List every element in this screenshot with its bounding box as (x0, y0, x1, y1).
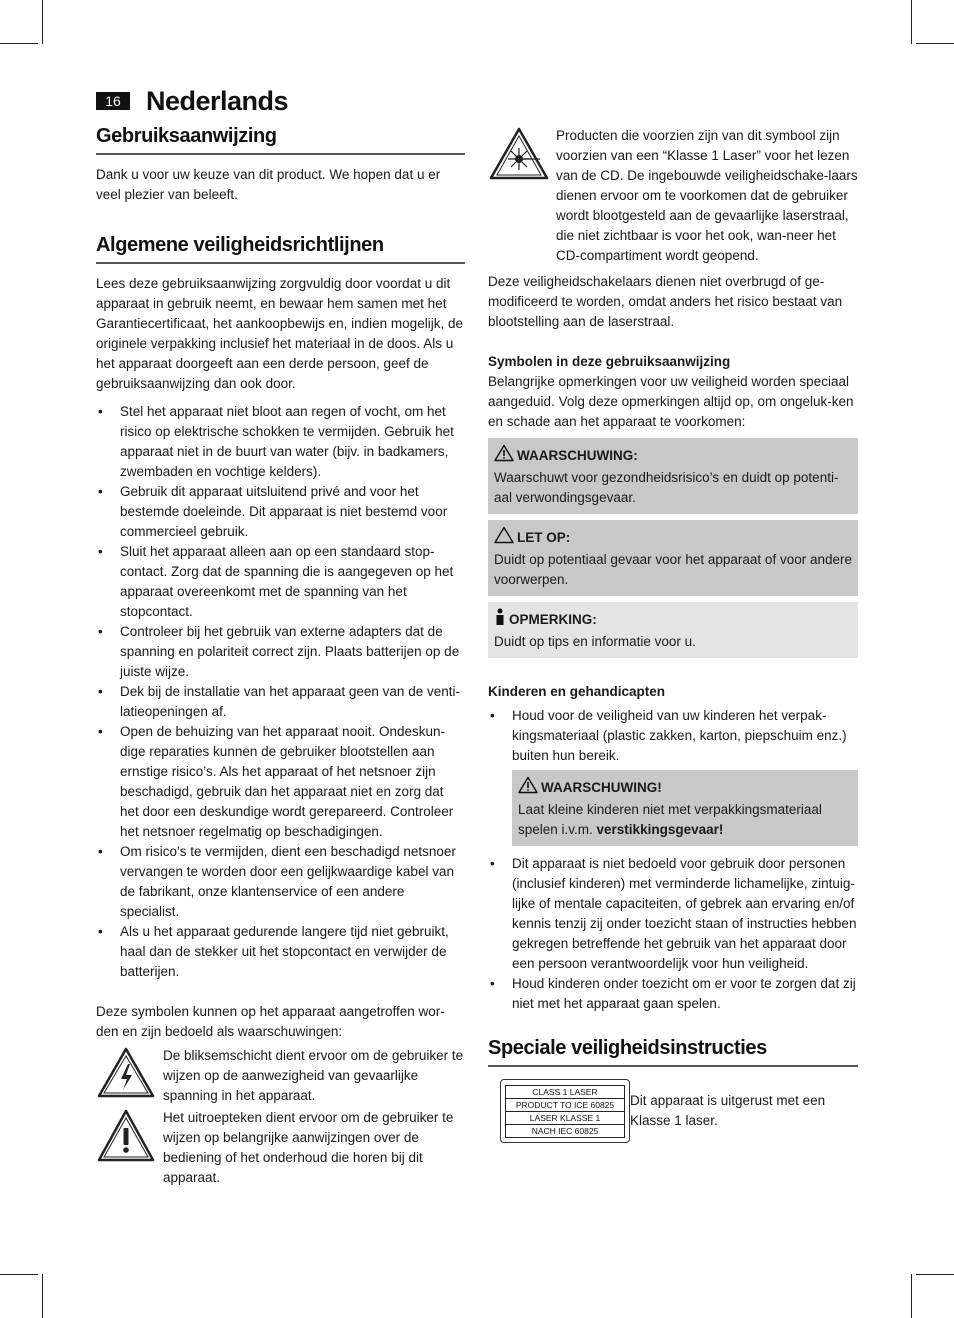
children-list-1 (488, 706, 858, 766)
warning-box-header (494, 444, 852, 468)
warning-triangle-icon (518, 776, 538, 800)
laser-label-wrapper (488, 1079, 630, 1143)
info-icon (494, 608, 506, 632)
list-item: • Sluit het apparaat alleen aan op een standaard stop-contact. Zorg dat de spanning die is aangegeven op het apparaat overeenkomt met de spanning van het stopcontact. (96, 542, 465, 622)
crop-mark (916, 1274, 954, 1275)
laser-class-label (500, 1079, 630, 1143)
list-item: • Dit apparaat is niet bedoeld voor gebruik door personen (inclusief kinderen) met verminderde lichamelijke, zintuig-lijke of mentale capaciteiten, of gebrek aan ervaring en/of kennis tenzij zij onder toezicht staan of instructies hebben gekregen betreffende het gebruik van het apparaat door een persoon verantwoordelijk voor hun veiligheid. (488, 854, 858, 974)
page-number: 16 (96, 92, 130, 110)
exclamation-warning-icon (96, 1108, 163, 1170)
laser-class-text: Dit apparaat is uitgerust met een Klasse 1 laser. (630, 1093, 826, 1128)
list-item: • Als u het apparaat gedurende langere tijd niet gebruikt, haal dan de stekker uit het stopcontact en verwijder de batterijen. (96, 922, 465, 982)
note-box-title: OPMERKING: (509, 612, 597, 627)
laser-paragraph: Deze veiligheidschakelaars dienen niet overbrugd of ge-modificeerd te worden, omdat anders het risico bestaat van blootstelling aan de laserstraal. (488, 274, 843, 329)
lightning-text: De bliksemschicht dient ervoor om de gebruiker te wijzen op de aanwezigheid van gevaarlijke spanning in het apparaat. (163, 1048, 464, 1103)
crop-mark (0, 1274, 38, 1275)
laser-symbol-text: Producten die voorzien zijn van dit symbool zijn voorzien van een “Klasse 1 Laser” voor het lezen van de CD. De ingebouwde veiligheidschake-laars dienen ervoor om te voorkomen dat de gebruiker wordt blootgesteld aan de gevaarlijke laserstraal, die niet zichtbaar is voor het ook, wan-neer het CD-compartiment wordt geopend. (556, 128, 858, 263)
right-column (488, 126, 858, 1143)
children-heading: Kinderen en gehandicapten (488, 684, 666, 699)
intro-text: Dank u voor uw keuze van dit product. We hopen dat u er veel plezier van beleeft. (96, 167, 441, 202)
laser-label-line: PRODUCT TO ICE 60825 (506, 1098, 624, 1111)
laser-radiation-icon (488, 126, 556, 188)
safety-intro: Lees deze gebruiksaanwijzing zorgvuldig door voordat u dit apparaat in gebruik neemt, en bewaar hem samen met het Garantiecertificaat, het aankoopbewijs en, indien mogelijk, de originele verpakking inclusief het materiaal in de doos. Als u het apparaat doorgeeft aan een derde persoon, geef de gebruiksaanwijzing dan ook door. (96, 276, 463, 391)
crop-mark (0, 43, 38, 44)
list-item: • Houd kinderen onder toezicht om er voor te zorgen dat zij niet met het apparaat gaan spelen. (488, 974, 858, 1014)
children-list-2 (488, 854, 858, 1014)
list-item: • Controleer bij het gebruik van externe adapters dat de spanning en polariteit correct zijn. Plaats batterijen op de juiste wijze. (96, 622, 465, 682)
exclamation-symbol-row (96, 1108, 465, 1188)
list-item: • Gebruik dit apparaat uitsluitend privé and voor het bestemde doeleinde. Dit apparaat is niet bestemd voor commercieel gebruik. (96, 482, 465, 542)
warning-box-title: WAARSCHUWING: (517, 448, 638, 463)
caution-triangle-icon (494, 526, 514, 550)
list-item: • Dek bij de installatie van het apparaat geen van de venti-latieopeningen af. (96, 682, 465, 722)
warning-box (488, 438, 858, 514)
section-title-gebruiksaanwijzing: Gebruiksaanwijzing (96, 122, 465, 155)
crop-mark (916, 43, 954, 44)
symbols-heading: Symbolen in deze gebruiksaanwijzing (488, 354, 731, 369)
caution-box-text: Duidt op potentiaal gevaar voor het apparaat of voor andere voorwerpen. (494, 552, 852, 587)
note-box-header (494, 608, 852, 632)
children-warning-text (518, 800, 852, 840)
language-title: Nederlands (146, 86, 289, 116)
symbols-text: Belangrijke opmerkingen voor uw veiligheid worden speciaal aangeduid. Volg deze opmerkingen altijd op, om ongeluk-ken en schade aan het apparaat te voorkomen: (488, 374, 854, 429)
warning-triangle-icon (494, 444, 514, 468)
list-item: • Stel het apparaat niet bloot aan regen of vocht, om het risico op elektrische schokken te vermijden. Gebruik het apparaat niet in de buurt van water (bijv. in badkamers, zwembaden en vochtige kelders). (96, 402, 465, 482)
children-warning-box (512, 770, 858, 846)
crop-mark (911, 0, 912, 44)
caution-box-title: LET OP: (517, 530, 571, 545)
exclamation-text: Het uitroepteken dient ervoor om de gebruiker te wijzen op belangrijke aanwijzingen over de bediening of het onderhoud die horen bij dit apparaat. (163, 1110, 454, 1185)
laser-symbol-row (488, 126, 858, 266)
symbols-intro: Deze symbolen kunnen op het apparaat aangetroffen wor-den en zijn bedoeld als waarschuwingen: (96, 1004, 445, 1039)
children-warning-body: Laat kleine kinderen niet met verpakkingsmateriaal spelen i.v.m. (518, 802, 822, 837)
caution-box-header (494, 526, 852, 550)
section-title-special: Speciale veiligheidsinstructies (488, 1034, 858, 1067)
crop-mark (42, 1274, 43, 1318)
laser-label-row (488, 1079, 858, 1143)
list-item: • Open de behuizing van het apparaat nooit. Ondeskun-dige reparaties kunnen de gebruiker blootstellen aan ernstige risico’s. Als het apparaat of het netsnoer zijn beschadigd, gebruik dan het apparaat niet en zorg dat het door een deskundige wordt gerepareerd. Controleer het netsnoer regelmatig op beschadigingen. (96, 722, 465, 842)
crop-mark (911, 1274, 912, 1318)
children-warning-header (518, 776, 852, 800)
left-column (96, 122, 465, 1188)
caution-box (488, 520, 858, 596)
note-box-text: Duidt op tips en informatie voor u. (494, 634, 696, 649)
children-warning-emphasis: verstikkingsgevaar! (596, 822, 724, 837)
crop-mark (42, 0, 43, 44)
list-item: • Om risico’s te vermijden, dient een beschadigd netsnoer vervangen te worden door een gelijkwaardige kabel van de fabrikant, onze klantenservice of een andere specialist. (96, 842, 465, 922)
lightning-warning-icon (96, 1046, 163, 1106)
safety-list (96, 402, 465, 982)
lightning-symbol-row (96, 1046, 465, 1106)
list-item: • Houd voor de veiligheid van uw kinderen het verpak-kingsmateriaal (plastic zakken, karton, piepschuim enz.) buiten hun bereik. (488, 706, 858, 766)
children-warning-title: WAARSCHUWING! (541, 780, 662, 795)
warning-box-text: Waarschuwt voor gezondheidsrisico’s en duidt op potenti-aal verwondingsgevaar. (494, 470, 839, 505)
laser-label-line: CLASS 1 LASER (532, 1086, 598, 1097)
laser-label-line: NACH IEC 60825 (506, 1124, 624, 1137)
laser-label-line: LASER KLASSE 1 (506, 1111, 624, 1124)
note-box (488, 602, 858, 658)
section-title-safety: Algemene veiligheidsrichtlijnen (96, 231, 465, 264)
laser-label-inner (505, 1085, 625, 1138)
